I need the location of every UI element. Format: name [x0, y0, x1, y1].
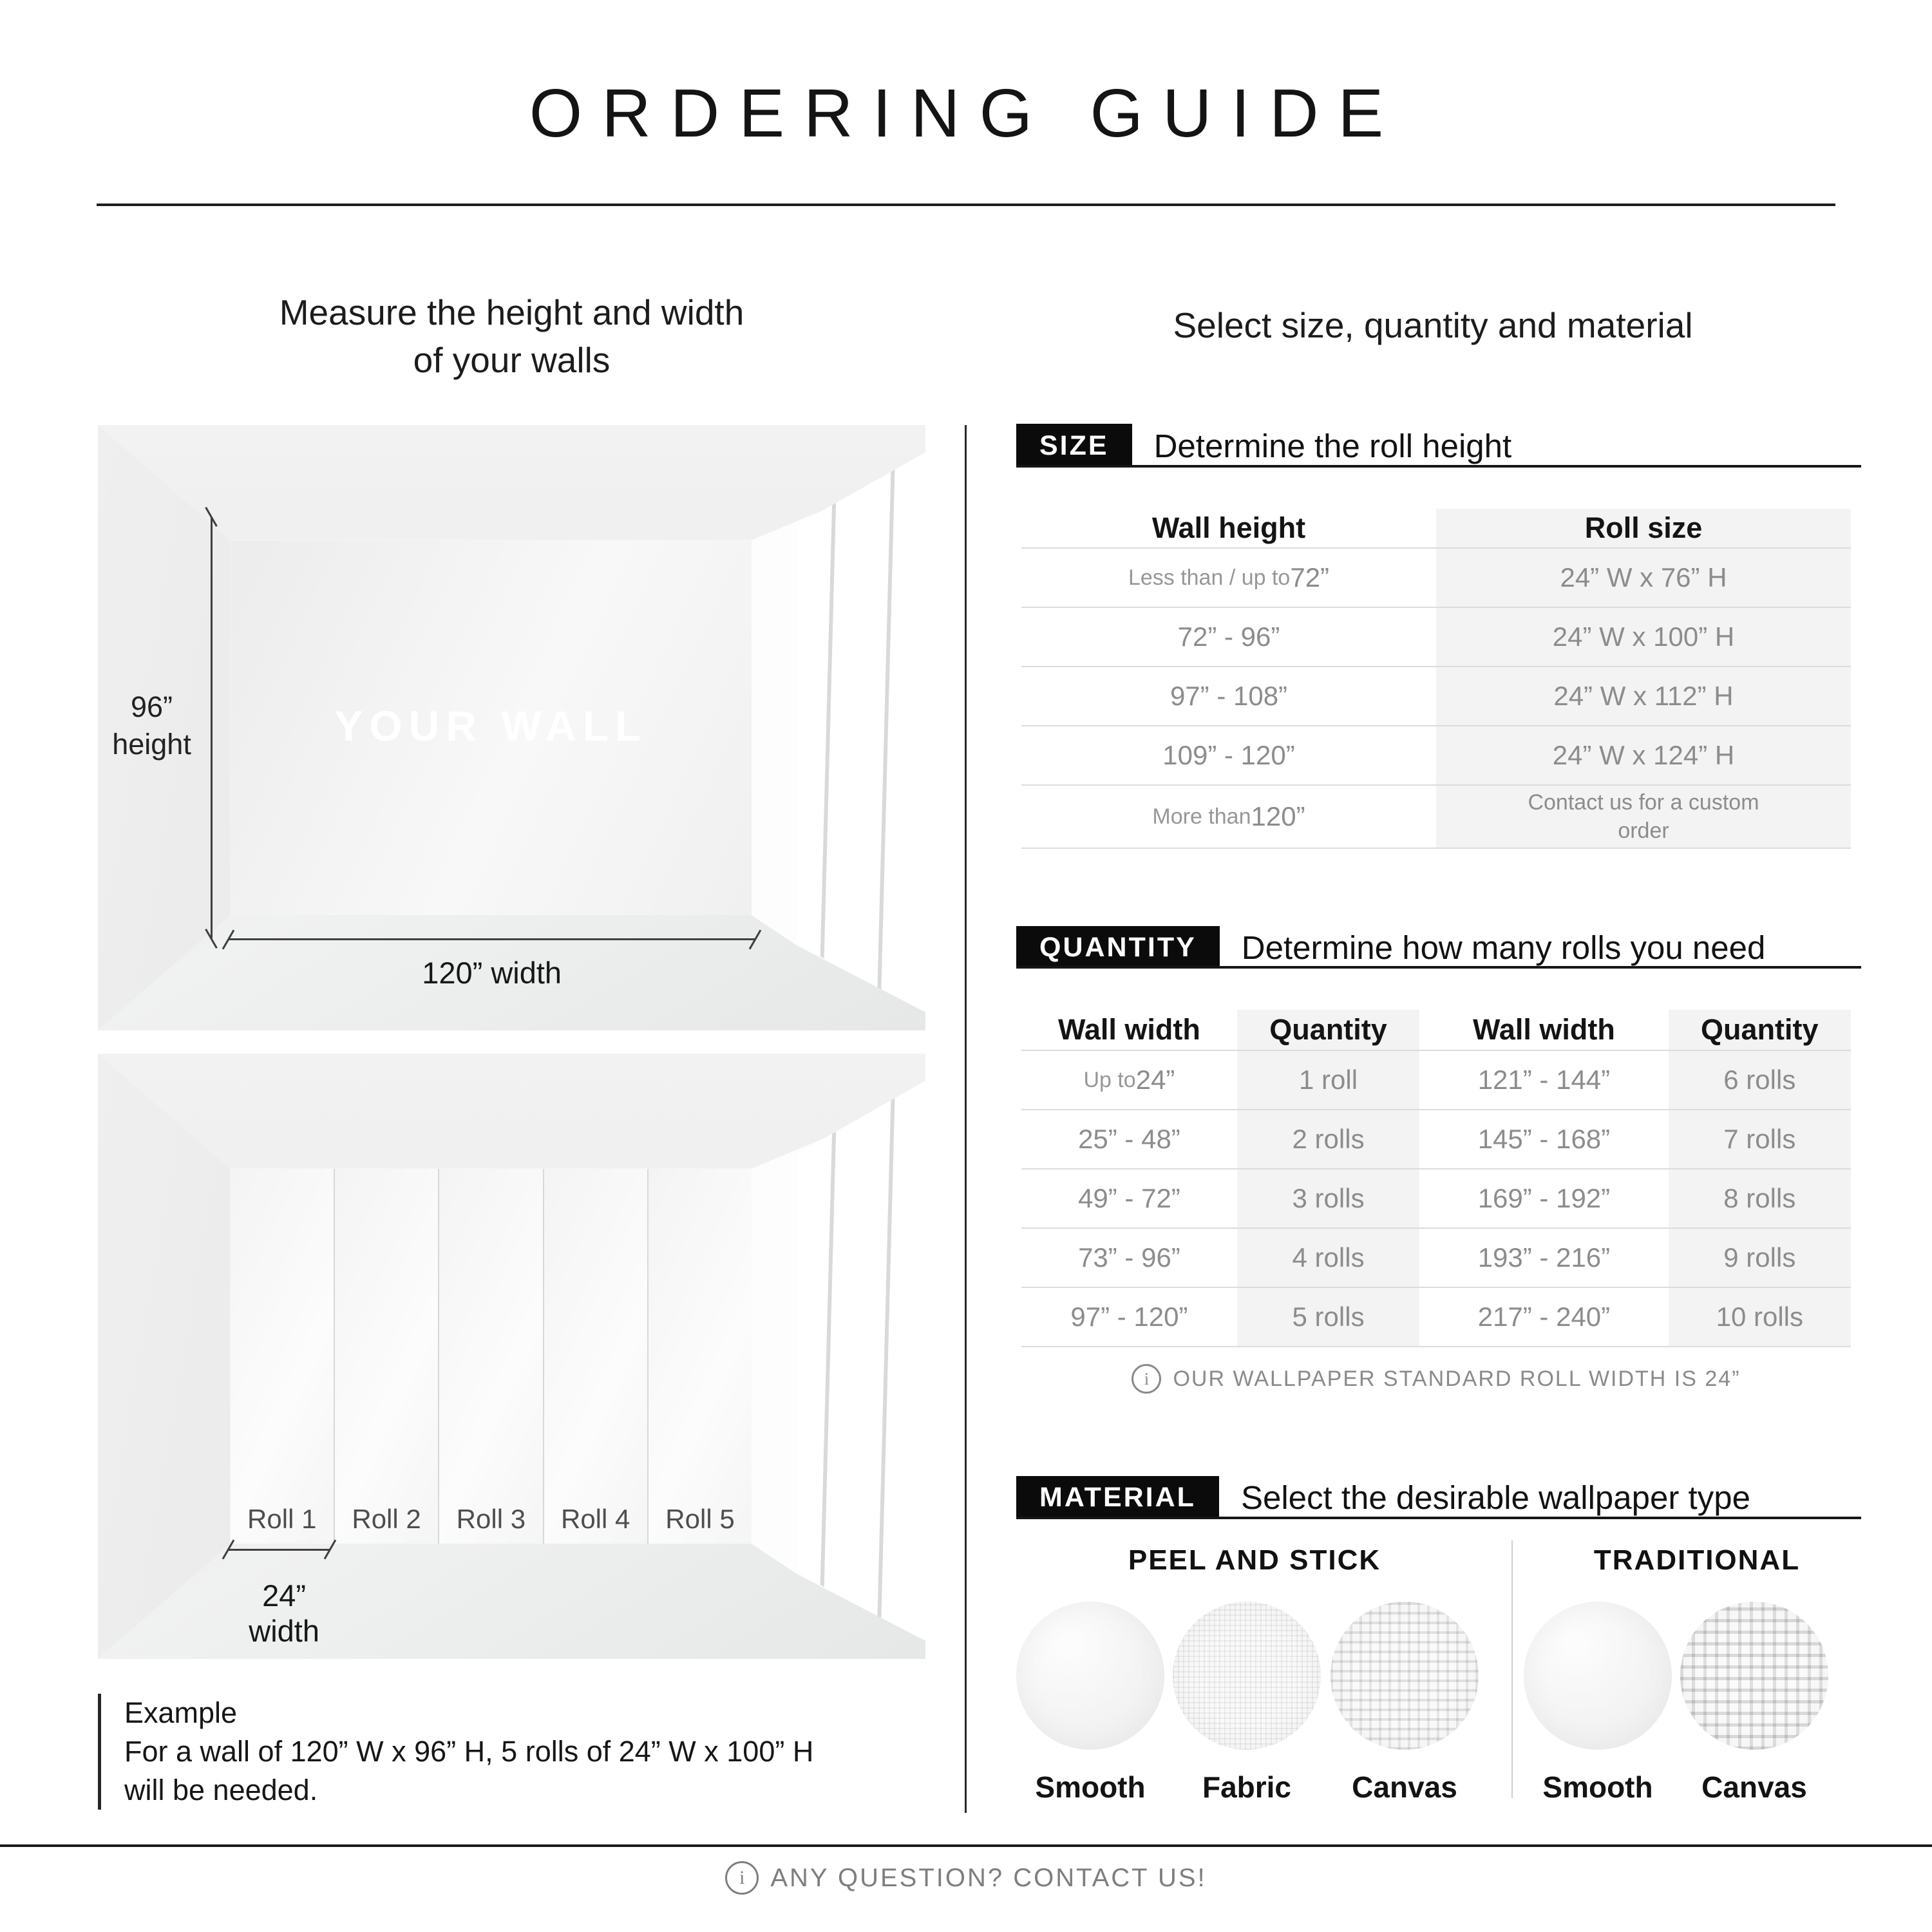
swatch-label: Smooth — [1542, 1770, 1653, 1804]
quantity-cell — [1237, 1051, 1419, 1109]
quantity-cell — [1237, 1170, 1419, 1227]
wall-width-value: 25” - 48” — [1078, 1124, 1180, 1154]
quantity-value: 3 rolls — [1292, 1183, 1365, 1213]
quantity-table-row — [1021, 1288, 1851, 1347]
wall-width-value: 97” - 120” — [1070, 1302, 1188, 1332]
wall-height-value: 96” — [131, 690, 173, 723]
wall-width-cell — [1021, 1110, 1237, 1168]
roll-size-value: 24” W x 76” H — [1560, 562, 1727, 592]
wall-height-value: 97” - 108” — [1170, 681, 1288, 711]
roll-panel — [439, 1169, 544, 1544]
smooth-swatch — [1524, 1602, 1672, 1750]
wall-width-value: 121” - 144” — [1477, 1065, 1611, 1095]
roll-panel — [335, 1169, 439, 1544]
roll-label: Roll 4 — [560, 1504, 630, 1535]
wall-width-cell — [1419, 1051, 1668, 1109]
canvas-swatch — [1680, 1602, 1828, 1750]
roll-panel — [231, 1169, 335, 1544]
measure-heading-line1: Measure the height and width — [279, 292, 744, 332]
quantity-cell — [1669, 1229, 1851, 1287]
fabric-swatch — [1173, 1602, 1321, 1750]
wall-height-column-header: Wall height — [1151, 511, 1306, 544]
example-line2: will be needed. — [124, 1774, 318, 1806]
quantity-table-row — [1021, 1229, 1851, 1288]
wall-height-value: 72” - 96” — [1177, 621, 1280, 652]
wall-width-column-header: Wall width — [1473, 1013, 1615, 1046]
title-divider — [97, 204, 1835, 206]
size-table-row — [1021, 608, 1851, 667]
material-section-header — [1016, 1476, 1750, 1519]
quantity-cell — [1669, 1110, 1851, 1168]
quantity-section-header — [1016, 926, 1765, 969]
measure-heading — [98, 289, 925, 384]
swatch-label: Fabric — [1202, 1770, 1292, 1804]
wall-width-cell — [1021, 1051, 1237, 1109]
quantity-cell — [1669, 1051, 1851, 1109]
size-table-row — [1021, 667, 1851, 726]
your-wall-label: YOUR WALL — [334, 701, 648, 750]
quantity-table-row — [1021, 1110, 1851, 1170]
example-line1: For a wall of 120” W x 96” H, 5 rolls of 24” W x 100” H — [124, 1735, 814, 1768]
roll-width-dimension-line — [229, 1549, 330, 1551]
wall-height-prefix: More than — [1152, 804, 1251, 829]
height-dimension-line — [211, 517, 213, 938]
column-divider — [965, 425, 967, 1813]
size-table — [1021, 509, 1851, 849]
wall-width-cell — [1021, 1288, 1237, 1346]
wall-width-value: 217” - 240” — [1477, 1302, 1611, 1332]
roll-size-value: Contact us for a custom order — [1528, 790, 1759, 843]
quantity-section-rule — [1016, 966, 1861, 969]
measure-heading-line2: of your walls — [413, 340, 611, 380]
roll-size-cell — [1436, 549, 1851, 607]
room-illustration-measure — [98, 425, 925, 1030]
wall-width-column-header: Wall width — [1058, 1013, 1200, 1046]
example-note — [98, 1694, 813, 1810]
quantity-value: 8 rolls — [1723, 1183, 1796, 1213]
wall-width-value: 49” - 72” — [1078, 1183, 1180, 1213]
wall-width-value: 24” — [1135, 1065, 1175, 1095]
wall-width-value: 169” - 192” — [1477, 1183, 1611, 1213]
wallpaper-roll-panels — [231, 1169, 752, 1544]
wall-height-cell — [1021, 726, 1436, 784]
wall-width-value: 145” - 168” — [1477, 1124, 1611, 1154]
wall-height-value: 72” — [1290, 562, 1330, 592]
wall-width-prefix: Up to — [1083, 1067, 1136, 1092]
traditional-group-label: TRADITIONAL — [1593, 1544, 1801, 1576]
quantity-subtitle: Determine how many rolls you need — [1241, 929, 1766, 966]
quantity-table-row — [1021, 1051, 1851, 1110]
swatch-label: Canvas — [1701, 1770, 1807, 1804]
footer-divider — [0, 1844, 1932, 1847]
info-icon: i — [1132, 1364, 1161, 1394]
footer-contact-note — [0, 1861, 1932, 1895]
roll-label: Roll 2 — [352, 1504, 421, 1535]
material-badge: MATERIAL — [1016, 1476, 1219, 1519]
select-heading: Select size, quantity and material — [1173, 305, 1693, 345]
roll-width-note — [1021, 1364, 1851, 1394]
info-icon: i — [725, 1861, 759, 1895]
roll-width-note-text: OUR WALLPAPER STANDARD ROLL WIDTH IS 24” — [1173, 1366, 1741, 1391]
roll-label: Roll 3 — [456, 1504, 526, 1535]
quantity-value: 9 rolls — [1723, 1242, 1796, 1273]
wall-width-cell — [1419, 1110, 1668, 1168]
quantity-value: 6 rolls — [1723, 1065, 1796, 1095]
roll-size-value: 24” W x 124” H — [1552, 740, 1735, 770]
canvas-swatch — [1331, 1602, 1479, 1750]
quantity-value: 7 rolls — [1723, 1124, 1796, 1154]
quantity-table — [1021, 1010, 1851, 1347]
wall-width-value: 73” - 96” — [1078, 1242, 1180, 1273]
quantity-table-row — [1021, 1170, 1851, 1229]
roll-size-cell — [1436, 786, 1851, 848]
size-table-row — [1021, 786, 1851, 849]
roll-width-label: 24” width — [249, 1578, 319, 1649]
roll-label: Roll 5 — [665, 1504, 735, 1535]
roll-size-cell — [1436, 608, 1851, 666]
material-group-divider — [1511, 1540, 1513, 1798]
wall-height-value: 120” — [1251, 801, 1305, 831]
wall-width-cell — [1419, 1288, 1668, 1346]
roll-label: Roll 1 — [247, 1504, 317, 1535]
quantity-cell — [1237, 1110, 1419, 1168]
room-illustration-rolls — [98, 1054, 925, 1659]
material-section-rule — [1016, 1517, 1861, 1519]
smooth-swatch — [1016, 1602, 1164, 1750]
roll-size-cell — [1436, 667, 1851, 725]
wall-height-label — [98, 688, 205, 763]
size-table-row — [1021, 549, 1851, 608]
swatch-label: Smooth — [1035, 1770, 1146, 1804]
wall-width-value: 193” - 216” — [1477, 1242, 1611, 1273]
size-subtitle: Determine the roll height — [1153, 427, 1512, 464]
size-section-header — [1016, 424, 1511, 468]
wall-height-prefix: Less than / up to — [1128, 565, 1291, 590]
wall-height-cell — [1021, 667, 1436, 725]
wall-width-cell — [1419, 1229, 1668, 1287]
roll-panel — [649, 1169, 752, 1544]
wall-height-word: height — [112, 727, 191, 761]
roll-size-value: 24” W x 100” H — [1552, 621, 1735, 652]
footer-contact-text: ANY QUESTION? CONTACT US! — [770, 1863, 1207, 1892]
wall-width-label: 120” width — [422, 956, 562, 990]
size-table-header — [1021, 509, 1851, 549]
roll-size-value: 24” W x 112” H — [1553, 681, 1734, 711]
wall-height-cell — [1021, 608, 1436, 666]
wall-width-cell — [1419, 1170, 1668, 1227]
wall-width-cell — [1021, 1170, 1237, 1227]
size-badge: SIZE — [1016, 424, 1132, 468]
material-subtitle: Select the desirable wallpaper type — [1240, 1479, 1750, 1516]
roll-size-cell — [1436, 726, 1851, 784]
quantity-table-header — [1021, 1010, 1851, 1051]
quantity-column-header: Quantity — [1669, 1010, 1851, 1050]
quantity-value: 5 rolls — [1292, 1302, 1365, 1332]
wall-height-value: 109” - 120” — [1162, 740, 1295, 770]
size-table-row — [1021, 726, 1851, 786]
wall-height-cell — [1021, 786, 1436, 848]
quantity-cell — [1237, 1288, 1419, 1346]
peel-and-stick-group-label: PEEL AND STICK — [1128, 1544, 1381, 1576]
roll-panel — [544, 1169, 649, 1544]
example-title: Example — [124, 1696, 238, 1729]
size-section-rule — [1016, 465, 1861, 468]
quantity-badge: QUANTITY — [1016, 926, 1220, 969]
wall-width-cell — [1021, 1229, 1237, 1287]
swatch-label: Canvas — [1352, 1770, 1457, 1804]
quantity-value: 4 rolls — [1292, 1242, 1365, 1273]
quantity-column-header: Quantity — [1237, 1010, 1419, 1050]
quantity-value: 1 roll — [1299, 1065, 1358, 1095]
page-title: ORDERING GUIDE — [529, 75, 1403, 151]
quantity-cell — [1669, 1170, 1851, 1227]
quantity-value: 10 rolls — [1716, 1302, 1803, 1332]
quantity-cell — [1669, 1288, 1851, 1346]
roll-size-column-header: Roll size — [1436, 509, 1851, 547]
width-dimension-line — [229, 938, 755, 940]
quantity-value: 2 rolls — [1292, 1124, 1365, 1154]
quantity-cell — [1237, 1229, 1419, 1287]
wall-height-cell — [1021, 549, 1436, 607]
